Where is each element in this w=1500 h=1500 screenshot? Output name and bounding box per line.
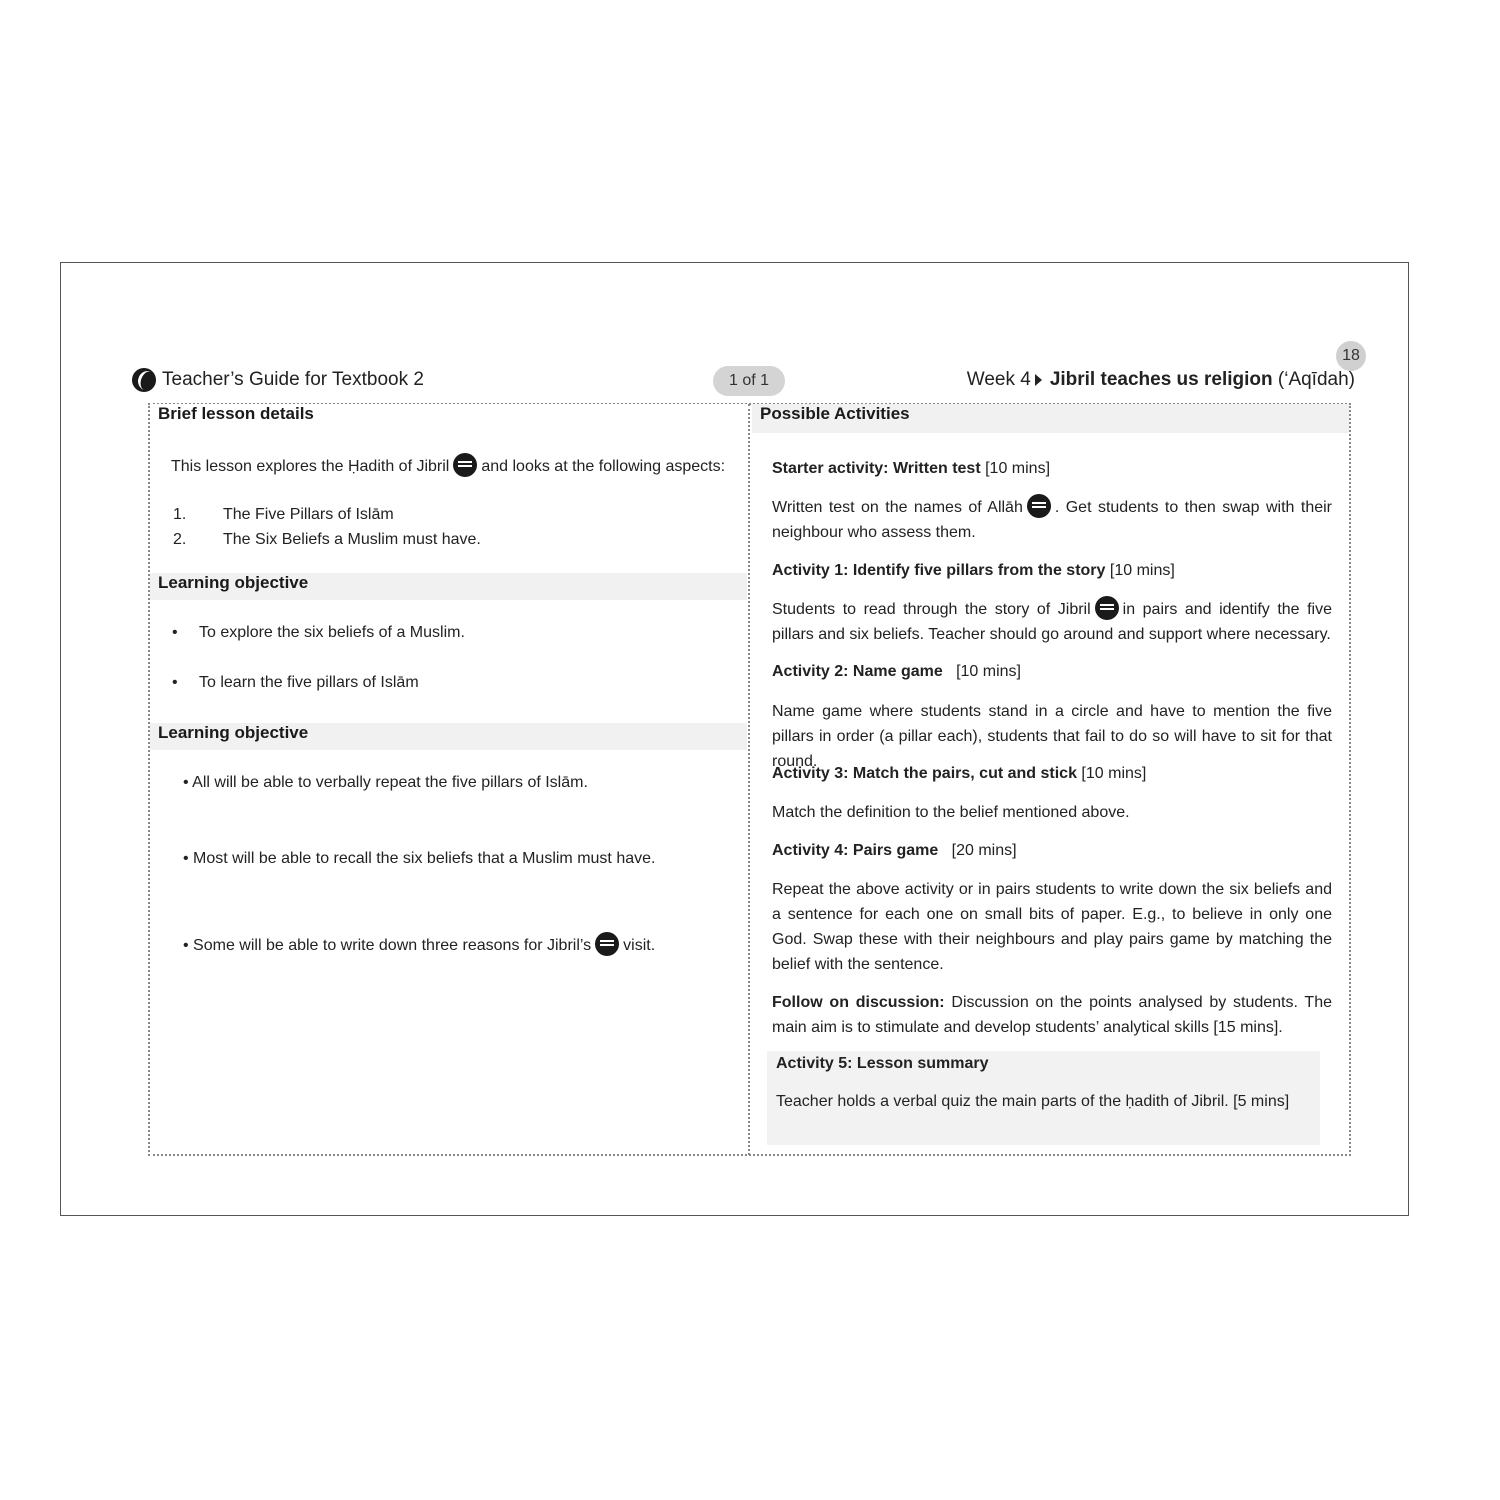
follow-on-text: Discussion on the points analysed by students. The main aim is to stimulate and develop students’ analytical skills [15 mins]. [772,994,1332,1036]
guide-header [132,366,424,394]
starter-activity-time: [10 mins] [985,460,1051,477]
guide-title: Teacher’s Guide for Textbook 2 [162,369,424,390]
intro-text-before: This lesson explores the Ḥadith of Jibril [171,458,450,476]
topic-title: Jibril teaches us religion [1049,369,1273,390]
starter-activity-label: Starter activity: Written test [772,460,981,477]
column-divider [748,404,750,1155]
activity-3-title [772,765,1146,783]
honorific-seal-icon [595,932,619,956]
possible-activities-heading: Possible Activities [752,404,1349,433]
activity-4-label: Activity 4: Pairs game [772,842,939,859]
activity-5-text: Teacher holds a verbal quiz the main parts of the ḥadith of Jibril. [5 mins] [776,1093,1290,1110]
glorification-seal-icon [1027,494,1051,518]
starter-text-before: Written test on the names of Allāh [772,499,1023,516]
topic-header [967,366,1355,394]
honorific-seal-icon [1095,596,1119,620]
lesson-intro [171,455,725,479]
activity-1-label: Activity 1: Identify five pillars from the story [772,562,1106,579]
objective-text-2: To learn the five pillars of Islām [199,674,419,691]
activity-1-title [772,562,1175,580]
learning-objective-heading-2: Learning objective [150,723,747,750]
activity-3-label: Activity 3: Match the pairs, cut and stick [772,765,1077,782]
arrow-right-icon [1035,374,1042,386]
aspect-text-2: The Six Beliefs a Muslim must have. [223,531,481,548]
intro-text-after: and looks at the following aspects: [481,458,726,476]
activity-1-time: [10 mins] [1109,562,1175,579]
honorific-seal-icon [453,453,477,477]
learning-objective-heading-1: Learning objective [150,573,747,600]
outcome-some [183,934,655,958]
publisher-logo-icon [132,368,156,392]
aspect-number-1: 1. [173,506,187,523]
activity-2-label: Activity 2: Name game [772,663,943,680]
activity-4-text: Repeat the above activity or in pairs students to write down the six beliefs and a sentence for each one on small bits of paper. E.g., to believe in only one God. Swap these with their neighbours and play pairs game by matching the belief with the sentence. [772,881,1332,973]
activity-1-text [772,597,1332,647]
outcome-some-after: visit. [623,937,656,955]
activity-1-text-after: in pairs and identify the five pillars and six beliefs. Teacher should go around and support where necessary. [772,601,1332,643]
starter-activity-text [772,495,1332,545]
aspect-text-1: The Five Pillars of Islām [223,506,394,523]
starter-text-after: . Get students to then swap with their neighbour who assess them. [772,499,1332,541]
follow-on-label: Follow on discussion: [772,994,945,1011]
objective-text-1: To explore the six beliefs of a Muslim. [199,624,465,641]
aspect-number-2: 2. [173,531,187,548]
activity-1-text-before: Students to read through the story of Jibril [772,601,1091,618]
objective-bullet-2: • [172,674,178,691]
brief-lesson-heading: Brief lesson details [150,404,747,426]
activity-3-text: Match the definition to the belief mentioned above. [772,804,1130,821]
activity-4-title [772,842,1017,860]
outcome-most: • Most will be able to recall the six beliefs that a Muslim must have. [183,850,656,867]
activity-3-time: [10 mins] [1081,765,1147,782]
outcome-some-before: • Some will be able to write down three reasons for Jibril’s [183,937,592,955]
activity-2-text: Name game where students stand in a circle and have to mention the five pillars in order (a pillar each), students that fail to do so will have to sit for that round. [772,703,1332,770]
activity-5-title [776,1055,989,1073]
activity-4-time: [20 mins] [951,842,1017,859]
week-label: Week 4 [966,369,1031,390]
activity-2-time: [10 mins] [956,663,1021,680]
activity-5-label: Activity 5: Lesson summary [776,1055,989,1072]
page-number-badge: 18 [1336,341,1366,371]
outcome-all: • All will be able to verbally repeat the five pillars of Islām. [183,774,588,791]
topic-subtitle: (‘Aqīdah) [1277,369,1355,390]
follow-on-discussion [772,990,1332,1040]
activity-2-title [772,663,1021,681]
objective-bullet-1: • [172,624,178,641]
starter-activity-title [772,460,1050,478]
page-indicator[interactable]: 1 of 1 [713,366,785,396]
